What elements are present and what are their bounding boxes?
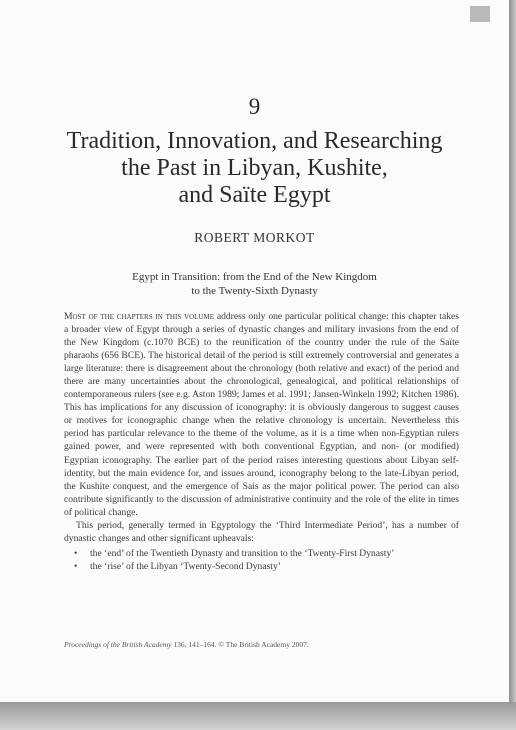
title-line: and Saïte Egypt (178, 182, 331, 208)
footer-details: 136, 141–164. © The British Academy 2007. (171, 640, 309, 649)
chapter-number: 9 (248, 94, 261, 119)
paragraph-2: This period, generally termed in Egyptology the ‘Third Intermediate Period’, has a number of dynastic changes and other significant upheavals: (64, 519, 459, 544)
footer-citation (64, 640, 464, 649)
section-heading-line: Egypt in Transition: from the End of the New Kingdom (132, 271, 377, 283)
title-line: the Past in Libyan, Kushite, (121, 155, 388, 181)
body-text (64, 310, 459, 573)
paragraph-1-text: address only one particular political change: this chapter takes a broader view of Egypt through a series of dynastic changes and military invasions from the end of the New Kingdom (c.1070 BCE) to the reunification of the country under the rule of the Saïte pharaohs (656 BCE). The historical detail of the period is still extremely controversial and generates a large literature: there is disagreement about the chronology (both relative and exact) of the period and there are many uncertainties about the chronological, genealogical, and political relationships of contemporaneous rulers (see e.g. Aston 1989; James et al. 1991; Jansen-Winkeln 1992; Kitchen 1986). This has implications for any discussion of iconography: it is obviously dangerous to suggest causes or motives for iconographic change when the relative chronology is uncertain. Nevertheless this period has particular relevance to the theme of the volume, as it is a time when non-Egyptian rulers gained power, and were represented with both conventional Egyptian, and non- (or modified) Egyptian iconography. The earlier part of the period raises interesting questions about Libyan self-identity, but the main evidence for, and issues around, iconography belong to the late-Libyan period, the Kushite conquest, and the emergence of Sais as the major political power. The period can also contribute significantly to the discussion of administrative continuity and the role of the elite in times of political change. (64, 311, 459, 518)
bullet-item: • the ‘rise’ of the Libyan ‘Twenty-Second Dynasty’ (64, 560, 459, 573)
paragraph-lead-in: Most of the chapters in this volume (64, 311, 214, 322)
title-line: Tradition, Innovation, and Researching (66, 128, 443, 154)
author-name: ROBERT MORKOT (194, 230, 315, 245)
chapter-title (0, 128, 509, 209)
footer-journal: Proceedings of the British Academy (64, 640, 172, 649)
section-heading (0, 270, 509, 298)
page-shadow-right (509, 0, 516, 730)
bullet-item: • the ‘end’ of the Twentieth Dynasty and transition to the ‘Twenty-First Dynasty’ (64, 547, 459, 560)
scan-margin-mark (470, 6, 490, 22)
page-shadow-bottom (0, 702, 516, 730)
section-heading-line: to the Twenty-Sixth Dynasty (191, 285, 318, 297)
paragraph-1 (64, 310, 459, 519)
bullet-list (64, 547, 459, 573)
